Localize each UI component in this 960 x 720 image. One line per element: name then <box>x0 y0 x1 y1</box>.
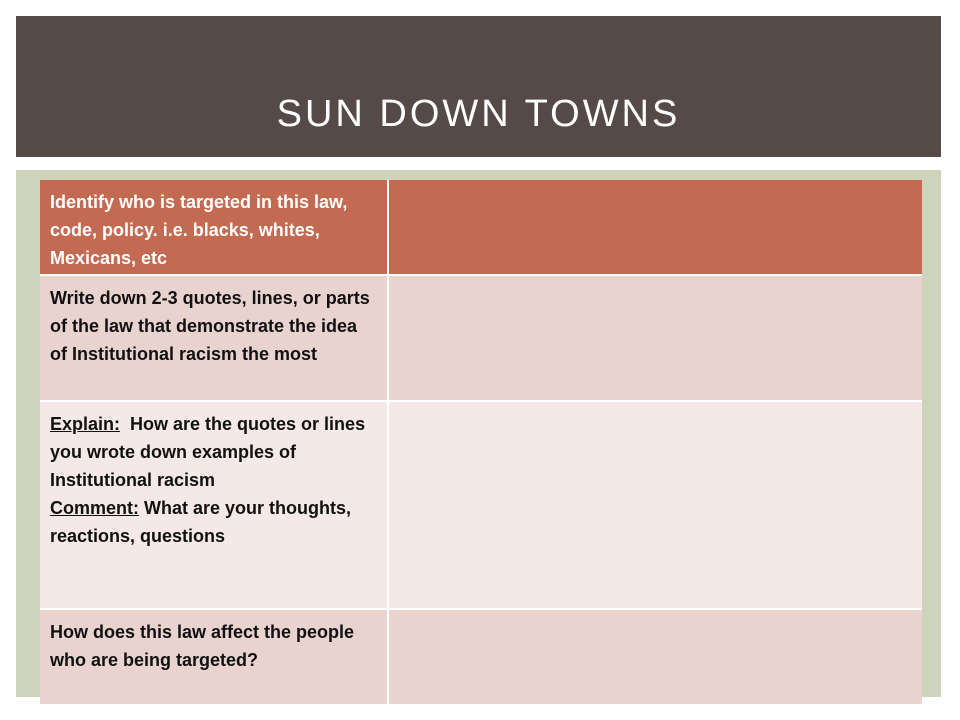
title-bar <box>16 16 941 157</box>
explain-label: Explain: <box>50 414 121 434</box>
table-row <box>40 180 922 275</box>
answer-cell-quotes[interactable] <box>388 275 922 401</box>
table-row <box>40 609 922 705</box>
comment-label: Comment: <box>50 498 139 518</box>
worksheet-table <box>40 180 922 706</box>
answer-cell-effect[interactable] <box>388 609 922 705</box>
answer-cell-targeted[interactable] <box>388 180 922 275</box>
table-row <box>40 401 922 609</box>
prompt-cell-explain <box>40 401 388 609</box>
answer-cell-explain[interactable] <box>388 401 922 609</box>
prompt-cell-quotes: Write down 2-3 quotes, lines, or parts of the law that demonstrate the idea of Institutional racism the most <box>40 275 388 401</box>
prompt-cell-targeted: Identify who is targeted in this law, code, policy. i.e. blacks, whites, Mexicans, etc <box>40 180 388 275</box>
explain-text: How are the quotes or lines you wrote down examples of Institutional racism <box>50 414 366 490</box>
prompt-cell-effect: How does this law affect the people who are being targeted? <box>40 609 388 705</box>
slide-title: SUN DOWN TOWNS <box>276 93 681 135</box>
comment-text: What are your thoughts, reactions, questions <box>50 498 352 546</box>
table-row <box>40 275 922 401</box>
